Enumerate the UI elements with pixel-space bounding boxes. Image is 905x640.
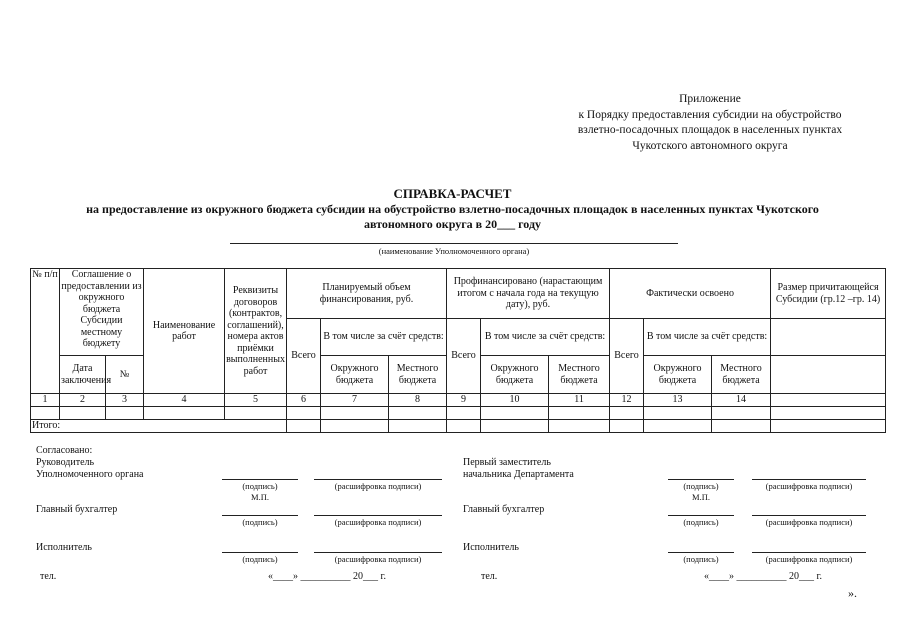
decode-line: [314, 479, 442, 480]
header-agreement: Соглашение о предоставлении из окружного бюджета Субсидии местному бюджету: [60, 269, 144, 356]
header-local: Местного бюджета: [712, 356, 771, 394]
signature-caption: (подпись): [242, 481, 278, 491]
phone-label: тел.: [40, 571, 57, 582]
signature-line: [668, 515, 734, 516]
col-num: 9: [447, 394, 481, 407]
col-num: 11: [549, 394, 610, 407]
agreed-label: Согласовано:: [36, 445, 93, 456]
decode-caption: (расшифровка подписи): [334, 517, 422, 527]
chief-accountant-label: Главный бухгалтер: [36, 504, 118, 515]
col-num: 6: [287, 394, 321, 407]
head-title: [36, 457, 144, 481]
decode-caption: (расшифровка подписи): [765, 481, 853, 491]
header-financed: Профинансировано (нарастающим итогом с начала года на текущую дату), руб.: [447, 269, 610, 319]
document-title: [30, 186, 875, 233]
header-incl: В том числе за счёт средств:: [481, 319, 610, 356]
decode-line: [314, 552, 442, 553]
col-num: [771, 394, 886, 407]
column-number-row: [31, 394, 886, 407]
stamp-label: М.П.: [692, 492, 710, 502]
title-main: СПРАВКА-РАСЧЕТ: [393, 186, 512, 201]
decode-caption: (расшифровка подписи): [334, 481, 422, 491]
appendix-line: взлетно-посадочных площадок в населенных пунктах: [577, 124, 843, 136]
header-incl: В том числе за счёт средств:: [644, 319, 771, 356]
header-planned: Планируемый объем финансирования, руб.: [287, 269, 447, 319]
signature-caption: (подпись): [242, 554, 278, 564]
header-local: Местного бюджета: [389, 356, 447, 394]
date-line: «____» __________ 20___ г.: [268, 571, 386, 582]
header-no: №: [106, 356, 144, 394]
signature-caption: (подпись): [242, 517, 278, 527]
stamp-label: М.П.: [251, 492, 269, 502]
signature-caption: (подпись): [683, 481, 719, 491]
col-num: 5: [225, 394, 287, 407]
col-num: 7: [321, 394, 389, 407]
signature-line: [668, 479, 734, 480]
deputy-title-line: Первый заместитель: [463, 457, 551, 468]
head-title-line: Уполномоченного органа: [36, 469, 144, 480]
header-empty-cell: [771, 356, 886, 394]
header-district: Окружного бюджета: [321, 356, 389, 394]
header-date: Дата заключения: [60, 356, 106, 394]
appendix-line: Приложение: [679, 93, 741, 105]
signature-line: [222, 552, 298, 553]
decode-line: [314, 515, 442, 516]
header-requisites: Реквизиты договоров (контрактов, соглашений), номера актов приёмки выполненных работ: [225, 269, 287, 394]
signature-line: [222, 515, 298, 516]
col-num: 10: [481, 394, 549, 407]
signature-caption: (подпись): [683, 554, 719, 564]
header-incl: В том числе за счёт средств:: [321, 319, 447, 356]
header-spent: Фактически освоено: [610, 269, 771, 319]
appendix-header: [520, 92, 900, 154]
title-subline: на предоставление из окружного бюджета субсидии на обустройство взлетно-посадочных площадок в населенных пунктах Чукотского: [86, 201, 819, 216]
header-total: Всего: [610, 319, 644, 394]
authorized-body-caption: (наименование Уполномоченного органа): [378, 246, 530, 256]
deputy-title: [463, 457, 574, 481]
col-num: 8: [389, 394, 447, 407]
decode-line: [752, 515, 866, 516]
decode-caption: (расшифровка подписи): [334, 554, 422, 564]
executor-label: Исполнитель: [463, 542, 519, 553]
col-num: 14: [712, 394, 771, 407]
deputy-title-line: начальника Департамента: [463, 469, 574, 480]
col-num: 4: [144, 394, 225, 407]
chief-accountant-label: Главный бухгалтер: [463, 504, 545, 515]
decode-line: [752, 479, 866, 480]
signature-caption: (подпись): [683, 517, 719, 527]
header-works: Наименование работ: [144, 269, 225, 394]
closing-quote: ».: [848, 586, 857, 600]
executor-label: Исполнитель: [36, 542, 92, 553]
col-num: 2: [60, 394, 106, 407]
header-total: Всего: [447, 319, 481, 394]
header-district: Окружного бюджета: [481, 356, 549, 394]
header-num: № п/п: [31, 269, 60, 394]
signature-line: [668, 552, 734, 553]
col-num: 13: [644, 394, 712, 407]
header-empty-cell: [771, 319, 886, 356]
decode-caption: (расшифровка подписи): [765, 554, 853, 564]
appendix-line: Чукотского автономного округа: [632, 139, 788, 152]
title-subline: автономного округа в 20___ году: [363, 217, 542, 231]
col-num: 1: [31, 394, 60, 407]
calculation-table: [30, 268, 886, 433]
signature-line: [222, 479, 298, 480]
header-local: Местного бюджета: [549, 356, 610, 394]
header-district: Окружного бюджета: [644, 356, 712, 394]
total-label: Итого:: [31, 419, 287, 432]
total-row: [31, 419, 886, 432]
date-line: «____» __________ 20___ г.: [704, 571, 822, 582]
table-row: [31, 406, 886, 419]
decode-line: [752, 552, 866, 553]
decode-caption: (расшифровка подписи): [765, 517, 853, 527]
col-num: 3: [106, 394, 144, 407]
header-subsidy: Размер причитающейся Субсидии (гр.12 –гр. 14): [771, 269, 886, 319]
appendix-line: к Порядку предоставления субсидии на обустройство: [578, 108, 842, 121]
phone-label: тел.: [481, 571, 498, 582]
col-num: 12: [610, 394, 644, 407]
head-title-line: Руководитель: [36, 457, 95, 468]
authorized-body-line: [230, 243, 678, 244]
header-total: Всего: [287, 319, 321, 394]
